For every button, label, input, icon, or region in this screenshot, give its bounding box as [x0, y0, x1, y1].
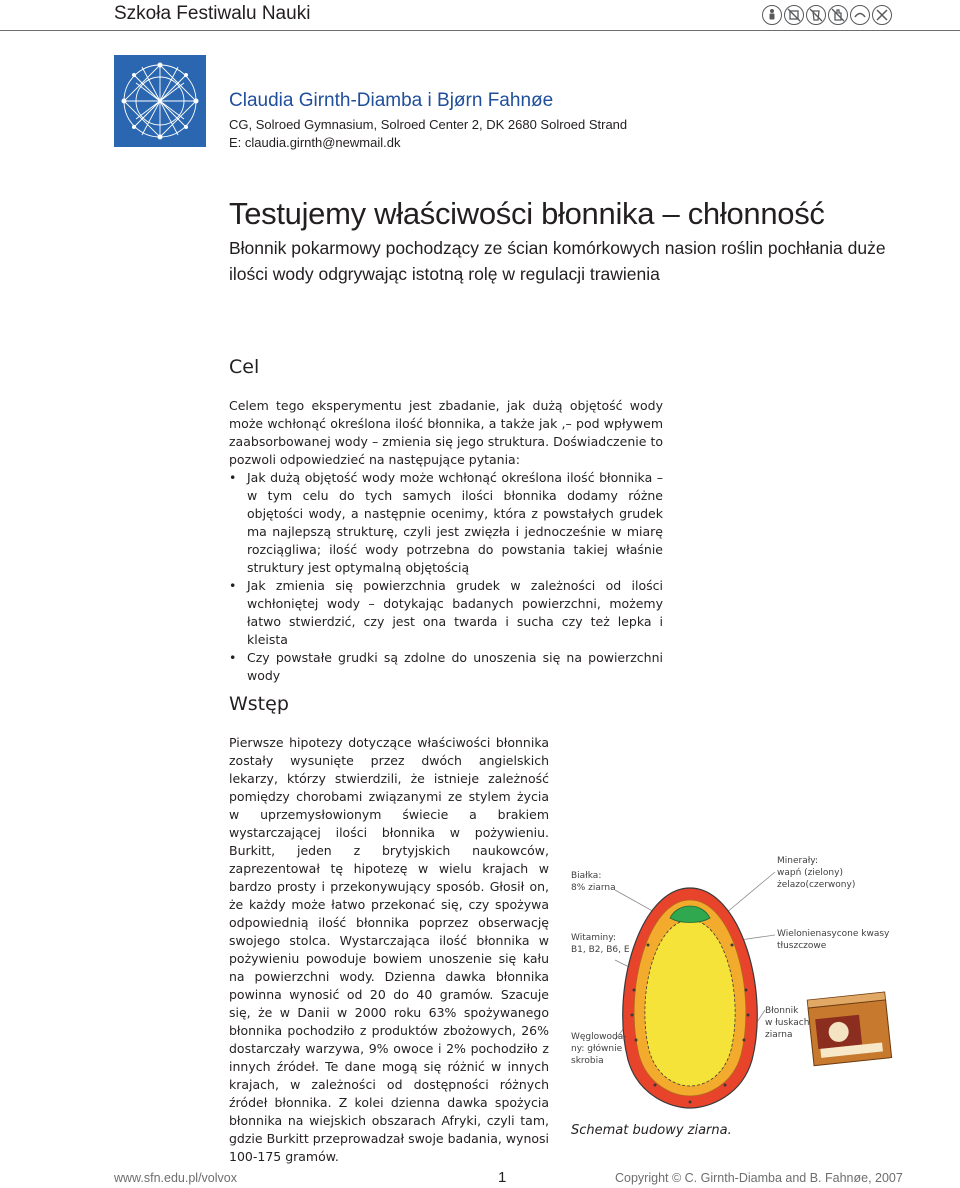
no-eating-icon: [784, 5, 804, 25]
list-item: • Jak dużą objętość wody może wchłonąć określona ilość błonnika – w tym celu do tych samych ilości błonnika dodamy różne objętości wody, a następnie ocenimy, która z powstałych grudek ma najlepszą strukturę, czyli jest zwięzła i jednocześnie w miarę rozciągliwa; ilość wody potrzebna do powstania takiej właśnie struktury jest optymalną objętością: [229, 469, 663, 577]
label-line: Węglowoda-: [571, 1032, 627, 1042]
label-line: tłuszczowe: [777, 941, 827, 951]
page-title: Testujemy właściwości błonnika – chłonność: [229, 196, 825, 231]
label-mineraly: [777, 855, 855, 891]
label-line: Minerały:: [777, 856, 818, 866]
label-witaminy: [571, 932, 630, 956]
label-line: Białka:: [571, 871, 602, 881]
grain-structure-diagram: [560, 850, 900, 1140]
author-email[interactable]: E: claudia.girnth@newmail.dk: [229, 135, 401, 150]
child-safety-icon: [762, 5, 782, 25]
wstep-paragraph: Pierwsze hipotezy dotyczące właściwości błonnika zostały wysunięte przez dwóch angielskich lekarzy, którzy stwierdzili, że istnieje zależność pomiędzy chorobami związanymi ze stylem życia w uprzemysłowionym świecie a brakiem wystarczającej ilości błonnika w pożywieniu. Burkitt, jeden z brytyjskich naukowców, zaprezentował tę hipotezę w wielu krajach w bardzo prosty i przekonywujący sposób. Głosił on, że każdy może łatwo przekonać się, czy spożywa odpowiednią ilość błonnika poprzez obserwację swojego stolca. Wystarczająca ilość błonnika w pożywieniu powoduje bowiem unoszenie się kału na powierzchni wody. Dzienna dawka błonnika powinna wynosić od 20 do 40 gramów. Szacuje się, że w Danii w 2000 roku 63% spożywanego błonnika pochodziło z produktów zbożowych, 26% dostarczały warzywa, 9% owoce i 2% pochodziło z innych źródeł. Te dane mogą się różnić w innych krajach, w zależności od dostępności różnych źródeł błonnika. Z kolei dzienna dawka spożycia błonnika na wiejskich obszarach Afryki, czyli tam, gdzie Burkitt przeprowadzał swoje badania, wynosi 100-175 gramów.: [229, 735, 549, 1164]
label-line: Wielonienasycone kwasy: [777, 929, 890, 939]
label-line: B1, B2, B6, E: [571, 945, 630, 955]
section-heading-cel: Cel: [229, 356, 260, 378]
label-kwasy: [777, 928, 889, 952]
volvox-logo: [114, 55, 206, 147]
crossed-tools-icon: [872, 5, 892, 25]
diagram-caption: Schemat budowy ziarna.: [571, 1123, 732, 1138]
cel-question-list: [229, 469, 663, 685]
label-line: Witaminy:: [571, 933, 616, 943]
list-item: • Czy powstałe grudki są zdolne do unoszenia się na powierzchni wody: [229, 649, 663, 685]
caution-icon: [850, 5, 870, 25]
label-line: Błonnik: [765, 1006, 799, 1016]
label-line: 8% ziarna: [571, 883, 616, 893]
author-name: Claudia Girnth-Diamba i Bjørn Fahnøe: [229, 90, 554, 111]
page-number: 1: [498, 1169, 507, 1186]
wstep-body: [229, 734, 549, 1166]
label-bialka: [571, 870, 616, 894]
gloves-icon: [828, 5, 848, 25]
list-item: • Jak zmienia się powierzchnia grudek w zależności od ilości wchłoniętej wody – dotykając badanych powierzchni, możemy łatwo stwierdzić, czy jest ona twarda i sucha czy też lepka i kleista: [229, 577, 663, 649]
safety-icons: [762, 5, 892, 25]
footer-copyright: Copyright © C. Girnth-Diamba and B. Fahnøe, 2007: [615, 1171, 903, 1185]
label-line: ny: głównie: [571, 1044, 623, 1054]
top-bar: [0, 0, 960, 31]
footer-url[interactable]: www.sfn.edu.pl/volvox: [114, 1171, 237, 1185]
label-line: żelazo(czerwony): [777, 880, 856, 890]
cel-intro: Celem tego eksperymentu jest zbadanie, jak dużą objętość wody może wchłonąć określona ilość błonnika, a także jak ,– pod wpływem zaabsorbowanej wody – zmienia się jego struktura. Doświadczenie to pozwoli odpowiedzieć na następujące pytania:: [229, 398, 663, 467]
label-blonnik: [765, 1005, 809, 1041]
label-line: w łuskach: [765, 1018, 810, 1028]
author-affiliation: [229, 116, 627, 152]
label-line: skrobia: [571, 1056, 604, 1066]
brand-title: Szkoła Festiwalu Nauki: [114, 3, 311, 24]
no-drinking-icon: [806, 5, 826, 25]
page-subtitle: Błonnik pokarmowy pochodzący ze ścian komórkowych nasion roślin pochłania duże ilości wody odgrywając istotną rolę w regulacji trawienia: [229, 238, 886, 284]
fiber-box-photo: [807, 992, 891, 1066]
affiliation-line: CG, Solroed Gymnasium, Solroed Center 2, DK 2680 Solroed Strand: [229, 117, 628, 132]
label-weglowodany: [571, 1031, 627, 1067]
section-heading-wstep: Wstęp: [229, 693, 289, 715]
label-line: wapń (zielony): [777, 868, 843, 878]
label-line: ziarna: [765, 1030, 793, 1040]
cel-body: [229, 397, 663, 685]
